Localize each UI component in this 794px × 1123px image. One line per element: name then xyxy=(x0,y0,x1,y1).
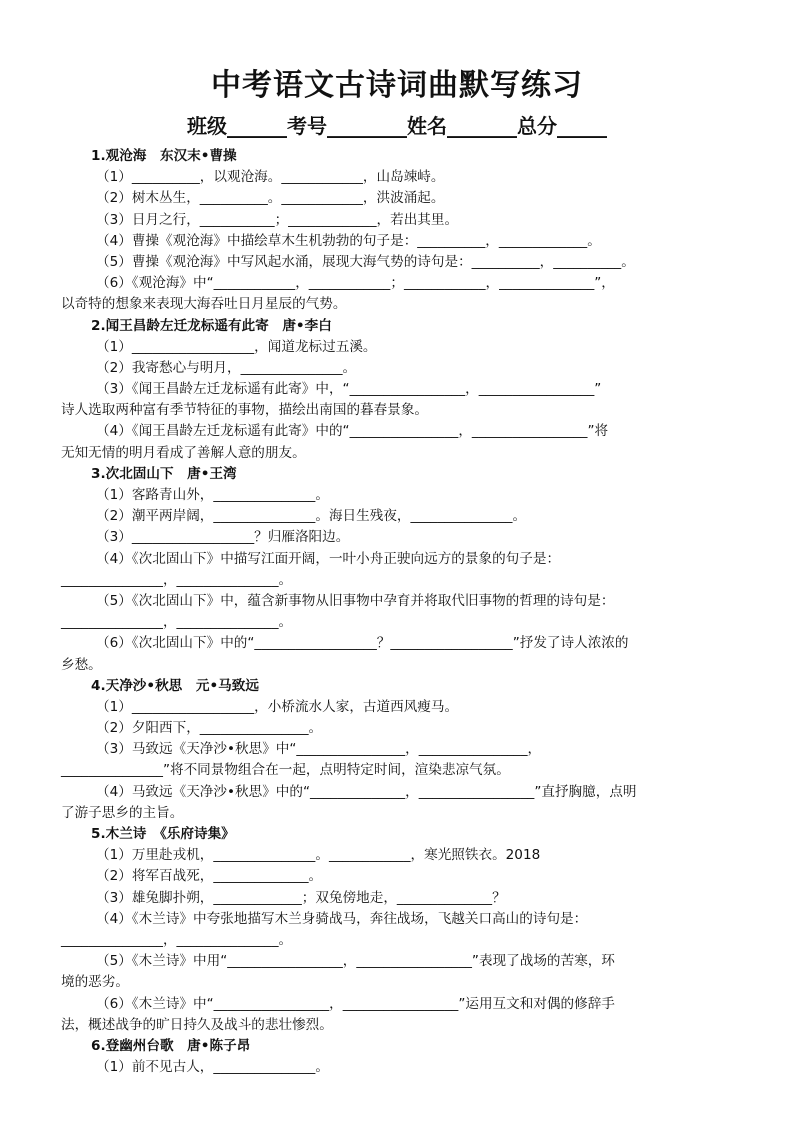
question-continuation: 无知无情的明月看成了善解人意的朋友。 xyxy=(61,444,306,461)
question-item: （2）我寄愁心与明月，_______________。 xyxy=(96,359,357,376)
section-heading: 6.登幽州台歌 唐•陈子昂 xyxy=(91,1037,251,1054)
question-item: （1）__________________，闻道龙标过五溪。 xyxy=(96,338,377,355)
question-item: （2）树木丛生，__________。____________，洪波涌起。 xyxy=(96,190,445,207)
question-item: （5）《次北固山下》中，蕴含新事物从旧事物中孕育并将取代旧事物的哲理的诗句是： xyxy=(96,592,615,609)
question-item: （2）潮平两岸阔，_______________。海日生残夜，_______________。 xyxy=(96,508,527,525)
question-item: （1）前不见古人，_______________。 xyxy=(96,1059,329,1076)
section-heading: 1.观沧海 东汉末•曹操 xyxy=(91,148,237,164)
question-continuation: 法，概述战争的旷日持久及战斗的悲壮惨烈。 xyxy=(61,1016,333,1033)
question-item: （4）曹操《观沧海》中描绘草木生机勃勃的句子是：__________，_____________。 xyxy=(96,232,601,249)
question-item: （6）《次北固山下》中的“__________________？__________________”抒发了诗人浓浓的 xyxy=(96,635,629,652)
question-item: （3）__________________？归雁洛阳边。 xyxy=(96,529,350,546)
question-item: （4）《闻王昌龄左迁龙标遥有此寄》中的“________________，_________________”将 xyxy=(96,423,609,440)
question-continuation: 诗人选取两种富有季节特征的事物，描绘出南国的暮春景象。 xyxy=(61,402,429,419)
question-item: （1）万里赴戎机，_______________。____________，寒光照铁衣。2018 xyxy=(96,847,541,864)
question-continuation: 了游子思乡的主旨。 xyxy=(61,804,184,821)
question-item: （2）夕阳西下，________________。 xyxy=(96,720,323,737)
question-item: （5）曹操《观沧海》中写风起水涌，展现大海气势的诗句是：__________，__________。 xyxy=(96,253,635,270)
question-item: （1）客路青山外，_______________。 xyxy=(96,487,329,503)
question-continuation: _______________，_______________。 xyxy=(61,614,293,631)
question-continuation: _______________，_______________。 xyxy=(61,571,293,588)
question-item: （6）《木兰诗》中“_________________，_________________”运用互文和对偶的修辞手 xyxy=(96,995,615,1012)
question-item: （1）__________，以观沧海。____________，山岛竦峙。 xyxy=(96,169,445,186)
question-item: （1）__________________，小桥流水人家，古道西风瘦马。 xyxy=(96,698,459,715)
question-continuation: 乡愁。 xyxy=(61,656,102,673)
question-item: （4）马致远《天净沙•秋思》中的“______________，_________________”直抒胸臆，点明 xyxy=(96,783,637,800)
section-heading: 4.天净沙•秋思 元•马致远 xyxy=(91,677,259,694)
question-continuation: _______________，_______________。 xyxy=(61,931,293,948)
exercise-content xyxy=(61,146,733,1078)
page-title: 中考语文古诗词曲默写练习 xyxy=(211,68,583,103)
question-item: （3）《闻王昌龄左迁龙标遥有此寄》中，“_________________，_________________” xyxy=(96,381,602,398)
question-continuation: 境的恶劣。 xyxy=(61,974,129,991)
question-item: （5）《木兰诗》中用“_________________，_________________”表现了战场的苦寒，环 xyxy=(96,953,615,970)
question-item: （3）雄兔脚扑朔，_____________；双兔傍地走，______________？ xyxy=(96,889,506,906)
question-item: （2）将军百战死，______________。 xyxy=(96,868,323,885)
section-heading: 2.闻王昌龄左迁龙标遥有此寄 唐•李白 xyxy=(91,317,332,334)
question-item: （4）《木兰诗》中夸张地描写木兰身骑战马，奔往战场，飞越关口高山的诗句是： xyxy=(96,910,588,927)
section-heading: 5.木兰诗 《乐府诗集》 xyxy=(91,826,235,842)
student-info-line: 班级______考号________姓名_______总分_____ xyxy=(187,114,607,138)
question-item: （3）日月之行，___________；_____________，若出其里。 xyxy=(96,211,459,228)
question-continuation: 以奇特的想象来表现大海吞吐日月星辰的气势。 xyxy=(61,296,347,313)
question-continuation: _______________”将不同景物组合在一起，点明特定时间，渲染悲凉气氛。 xyxy=(61,762,510,779)
question-item: （4）《次北固山下》中描写江面开阔，一叶小舟正驶向远方的景象的句子是： xyxy=(96,550,561,567)
question-item: （6）《观沧海》中“____________，____________；____________，______________”， xyxy=(96,275,615,292)
question-item: （3）马致远《天净沙•秋思》中“________________，________________， xyxy=(96,741,542,758)
section-heading: 3.次北固山下 唐•王湾 xyxy=(91,465,237,482)
